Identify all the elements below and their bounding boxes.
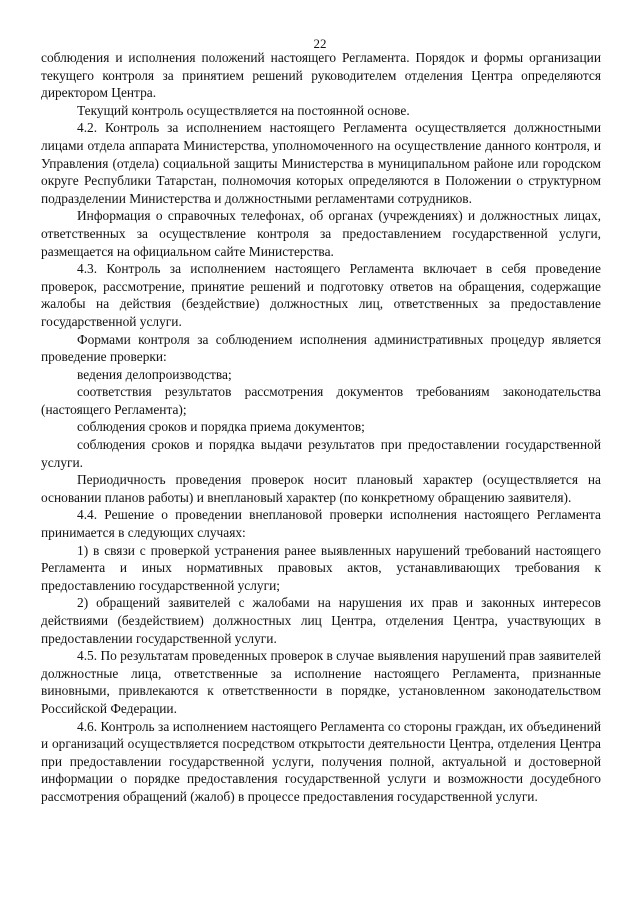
list-item: соблюдения сроков и порядка выдачи результатов при предоставлении государственной услуги. xyxy=(41,437,601,470)
paragraph: Периодичность проведения проверок носит плановый характер (осуществляется на основании планов работы) и внеплановый характер (по конкретному обращению заявителя). xyxy=(41,472,601,505)
section-4-2-paragraph: 4.2. Контроль за исполнением настоящего Регламента осуществляется должностными лицами отдела аппарата Министерства, уполномоченного на осуществление данного контроля, и Управления (отдела) социальной защиты Министерства в муниципальном районе или городском округе Республики Татарстан, полномочия которых определяются в Положении о структурном подразделении Министерства и должностными регламентами сотрудников. xyxy=(41,120,601,206)
section-4-5-paragraph: 4.5. По результатам проведенных проверок в случае выявления нарушений прав заявителей должностные лица, ответственные за исполнение настоящего Регламента, признанные виновными, привлекаются к ответственности в порядке, установленном законодательством Российской Федерации. xyxy=(41,648,601,716)
list-item: ведения делопроизводства; xyxy=(77,366,232,382)
section-4-4-paragraph: 4.4. Решение о проведении внеплановой проверки исполнения настоящего Регламента принимается в следующих случаях: xyxy=(41,507,601,541)
paragraph: Формами контроля за соблюдением исполнения административных процедур является проведение проверки: xyxy=(41,331,601,365)
section-4-3-paragraph: 4.3. Контроль за исполнением настоящего Регламента включает в себя проведение проверок, рассмотрение, принятие решений и подготовку ответов на обращения, содержащие жалобы на действия (бездействие) должностных лиц, ответственных за предоставление государственной услуги. xyxy=(41,261,601,329)
page-number: 22 xyxy=(313,36,327,51)
list-item: соответствия результатов рассмотрения документов требованиям законодательства (настоящего Регламента); xyxy=(41,384,601,417)
list-item: 2) обращений заявителей с жалобами на нарушения их прав и законных интересов действиями (бездействием) должностных лиц Центра, отделения Центра, участвующих в предоставлении государственной услуги. xyxy=(41,595,601,646)
document-body xyxy=(41,49,601,806)
paragraph: Текущий контроль осуществляется на постоянной основе. xyxy=(77,102,410,118)
list-item: 1) в связи с проверкой устранения ранее выявленных нарушений требований настоящего Регламента и иных нормативных правовых актов, устанавливающих требования к предоставлению государственной услуги; xyxy=(41,542,601,593)
paragraph: соблюдения и исполнения положений настоящего Регламента. Порядок и формы организации текущего контроля за принятием решений руководителем отделения Центра определяются директором Центра. xyxy=(41,50,601,101)
paragraph: Информация о справочных телефонах, об органах (учреждениях) и должностных лицах, ответственных за осуществление контроля за предоставлением государственной услуги, размещается на официальном сайте Министерства. xyxy=(41,208,601,259)
section-4-6-paragraph: 4.6. Контроль за исполнением настоящего Регламента со стороны граждан, их объединений и организаций осуществляется посредством открытости деятельности Центра, отделения Центра при предоставлении государственной услуги, получения полной, актуальной и достоверной информации о порядке предоставления государственной услуги и возможности досудебного рассмотрения обращений (жалоб) в процессе предоставления государственной услуги. xyxy=(41,718,601,804)
list-item: соблюдения сроков и порядка приема документов; xyxy=(77,419,365,435)
